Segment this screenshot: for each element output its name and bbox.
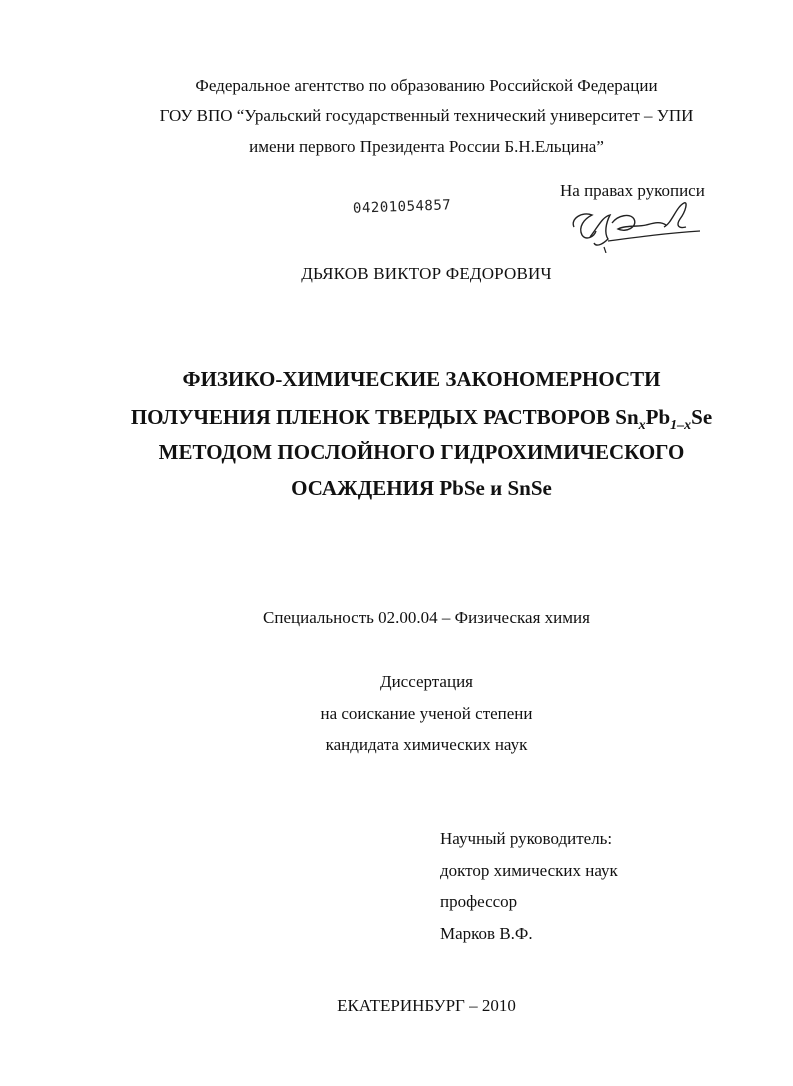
formula-sn: Sn (615, 405, 639, 429)
header-university: ГОУ ВПО “Уральский государственный технический университет – УПИ (159, 106, 694, 125)
supervisor-degree: доктор химических наук (440, 861, 618, 880)
formula-sub-x: x (638, 418, 646, 434)
handwritten-signature (568, 197, 708, 253)
header-university-name: имени первого Президента России Б.Н.Ельцина” (249, 137, 604, 156)
title-line-1: ФИЗИКО-ХИМИЧЕСКИЕ ЗАКОНОМЕРНОСТИ (182, 367, 661, 391)
supervisor-name: Марков В.Ф. (440, 924, 533, 943)
title-line-3: МЕТОДОМ ПОСЛОЙНОГО ГИДРОХИМИЧЕСКОГО (158, 440, 685, 464)
specialty: Специальность 02.00.04 – Физическая химия (263, 608, 590, 627)
formula-sub-1-minus-x: 1–x (670, 418, 692, 434)
formula-se: Se (691, 405, 713, 429)
author-name: ДЬЯКОВ ВИКТОР ФЕДОРОВИЧ (301, 264, 552, 283)
formula-pb: Pb (645, 405, 671, 429)
title-line-2-text: ПОЛУЧЕНИЯ ПЛЕНОК ТВЕРДЫХ РАСТВОРОВ (130, 405, 616, 429)
archive-number-stamp: 04201054857 (352, 197, 452, 217)
supervisor-label: Научный руководитель: (440, 829, 613, 848)
manuscript-rights-note: На правах рукописи (560, 181, 705, 200)
title-line-4: ОСАЖДЕНИЯ PbSe и SnSe (291, 476, 552, 500)
dissertation-degree: кандидата химических наук (325, 735, 528, 754)
city-year: ЕКАТЕРИНБУРГ – 2010 (337, 996, 516, 1015)
dissertation-purpose: на соискание ученой степени (320, 704, 533, 723)
header-agency: Федеральное агентство по образованию Российской Федерации (195, 76, 658, 95)
dissertation-label: Диссертация (379, 672, 473, 691)
title-line-2 (25, 405, 793, 434)
supervisor-rank: профессор (440, 892, 518, 911)
